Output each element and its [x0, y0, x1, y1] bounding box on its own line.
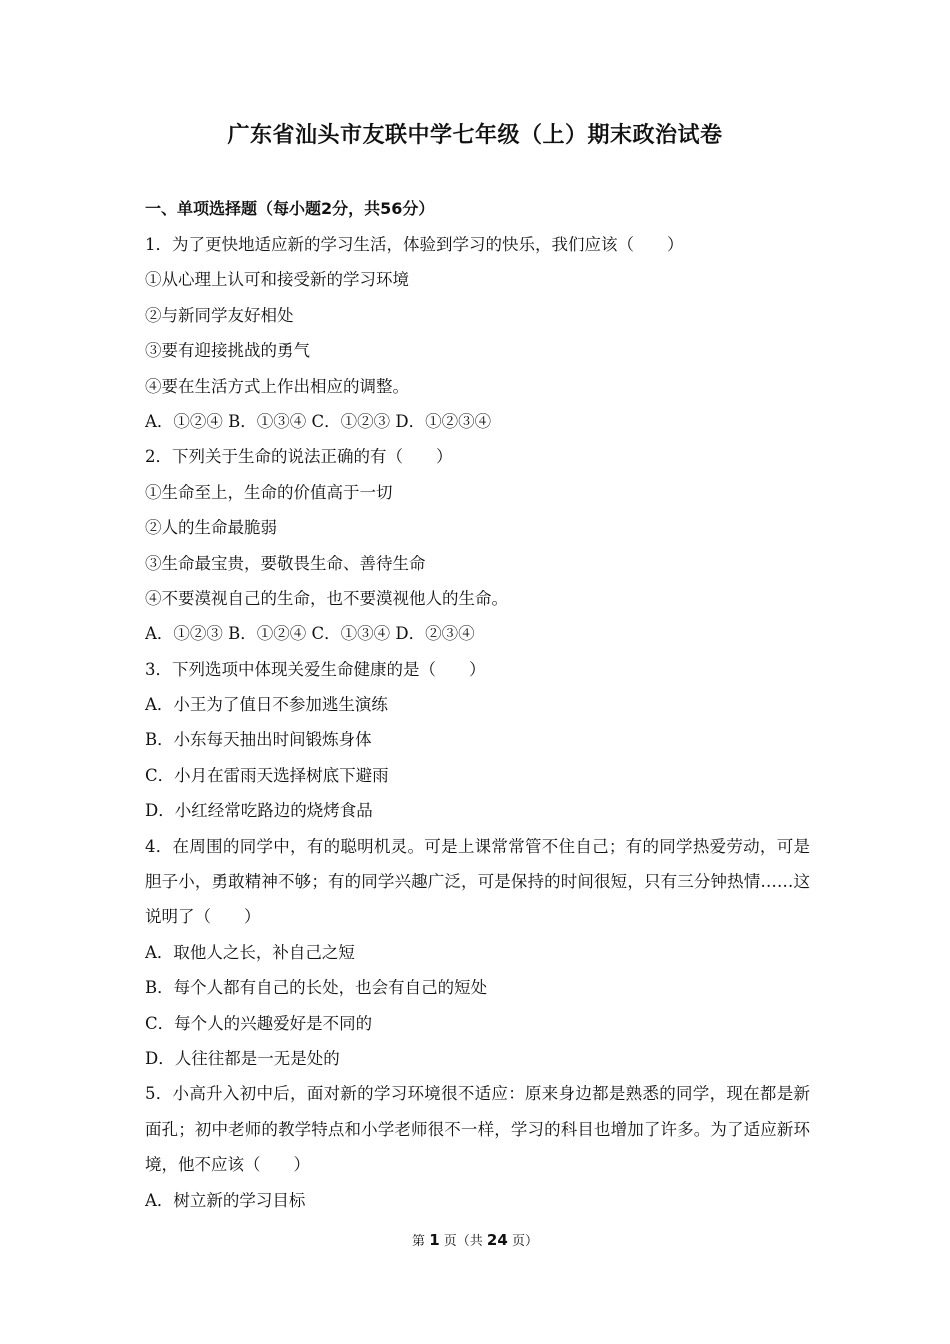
page-title: 广东省汕头市友联中学七年级（上）期末政治试卷 [227, 123, 723, 148]
q4-option-d: D．人往往都是一无是处的 [145, 1049, 340, 1069]
q3-option-c: C．小月在雷雨天选择树底下避雨 [145, 765, 389, 785]
section-heading: 一、单项选择题（每小题2分，共56分） [145, 199, 435, 218]
footer-prefix: 第 [412, 1234, 426, 1249]
footer-page-number: 1 [429, 1231, 440, 1249]
question-body [145, 227, 810, 1218]
q1-statement-2: ②与新同学友好相处 [145, 305, 294, 325]
q5-stem: 5．小高升入初中后，面对新的学习环境很不适应：原来身边都是熟悉的同学，现在都是新面孔；初中老师的教学特点和小学老师很不一样，学习的科目也增加了许多。为了适应新环境，他不应该（ ） [145, 1084, 810, 1175]
q4-option-a: A．取他人之长，补自己之短 [145, 942, 355, 962]
q1-options: A．①②④ B．①③④ C．①②③ D．①②③④ [145, 411, 492, 431]
q4-option-b: B．每个人都有自己的长处，也会有自己的短处 [145, 978, 488, 998]
q3-option-b: B．小东每天抽出时间锻炼身体 [145, 730, 372, 750]
q1-statement-4: ④要在生活方式上作出相应的调整。 [145, 376, 409, 396]
q4-option-c: C．每个人的兴趣爱好是不同的 [145, 1013, 373, 1033]
q2-statement-4: ④不要漠视自己的生命，也不要漠视他人的生命。 [145, 588, 508, 608]
q5-option-a: A．树立新的学习目标 [145, 1190, 306, 1210]
q3-stem: 3．下列选项中体现关爱生命健康的是（ ） [145, 659, 486, 679]
page-footer [0, 1230, 950, 1249]
q2-statement-1: ①生命至上，生命的价值高于一切 [145, 482, 393, 502]
q1-stem: 1．为了更快地适应新的学习生活，体验到学习的快乐，我们应该（ ） [145, 235, 684, 254]
q2-statement-3: ③生命最宝贵，要敬畏生命、善待生命 [145, 553, 426, 573]
q3-option-d: D．小红经常吃路边的烧烤食品 [145, 801, 373, 821]
q1-statement-3: ③要有迎接挑战的勇气 [145, 341, 310, 361]
footer-middle: 页（共 [443, 1234, 483, 1249]
footer-suffix: 页） [511, 1234, 538, 1249]
q3-option-a: A．小王为了值日不参加逃生演练 [145, 695, 388, 715]
q4-stem: 4．在周围的同学中，有的聪明机灵。可是上课常常管不住自己；有的同学热爱劳动，可是胆子小，勇敢精神不够；有的同学兴趣广泛，可是保持的时间很短，只有三分钟热情……这说明了（ ） [145, 836, 810, 927]
q2-stem: 2．下列关于生命的说法正确的有（ ） [145, 447, 453, 467]
q2-options: A．①②③ B．①②④ C．①③④ D．②③④ [145, 624, 475, 644]
q1-statement-1: ①从心理上认可和接受新的学习环境 [145, 270, 409, 290]
footer-total-pages: 24 [486, 1231, 508, 1249]
q2-statement-2: ②人的生命最脆弱 [145, 518, 277, 538]
